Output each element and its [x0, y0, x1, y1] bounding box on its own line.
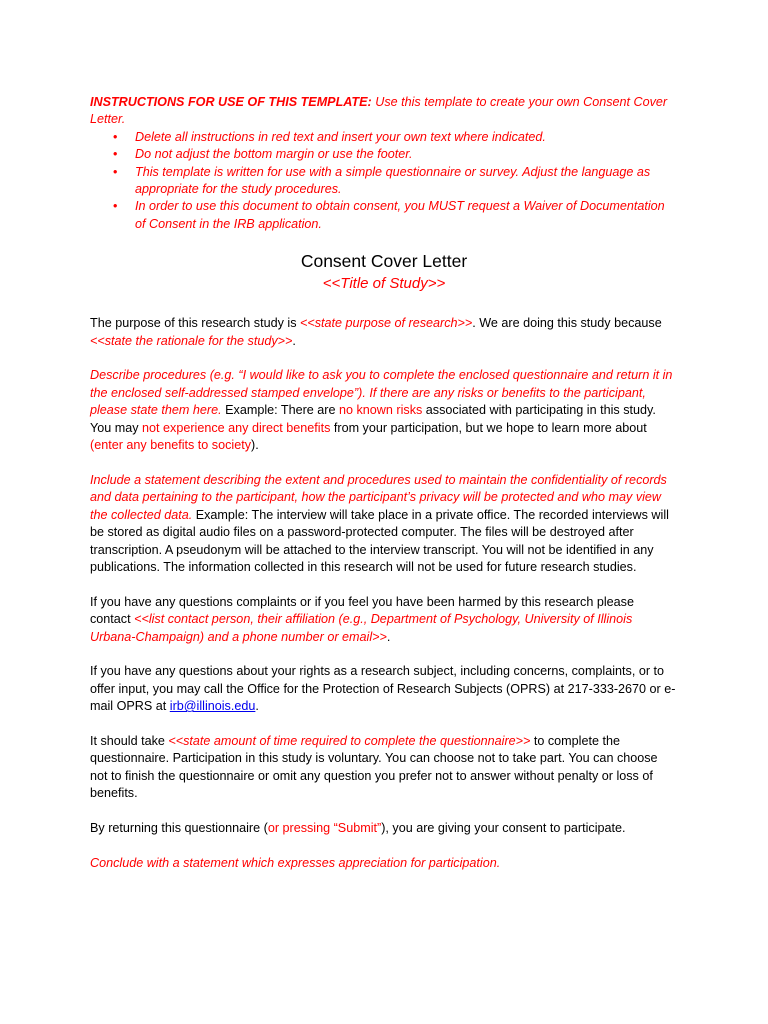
benefits-placeholder: not experience any direct benefits [142, 420, 331, 435]
consent-text: By returning this questionnaire ( [90, 820, 268, 835]
instruction-text: Delete all instructions in red text and insert your own text where indicated. [135, 129, 546, 144]
rationale-placeholder: <<state the rationale for the study>> [90, 333, 293, 348]
instruction-text: Do not adjust the bottom margin or use the footer. [135, 147, 413, 162]
instructions-list [90, 129, 678, 233]
purpose-placeholder: <<state purpose of research>> [300, 316, 473, 331]
procedures-text: from your participation, but we hope to learn more about [330, 420, 647, 435]
contact-paragraph [90, 594, 678, 646]
society-benefits-placeholder: (enter any benefits to society [90, 438, 252, 453]
purpose-text: . [292, 333, 296, 348]
instruction-item [113, 129, 678, 146]
instruction-text: This template is written for use with a simple questionnaire or survey. Adjust the language as appropriate for the study procedures. [135, 164, 651, 197]
procedures-instruction: Describe procedures (e.g. “I would like to ask you to complete the enclosed questionnaire and return it in the enclosed self-addressed stamped envelope”). If there are any risks or benefits to the participant, please state them here. [90, 368, 673, 418]
consent-text: ), you are giving your consent to participate. [381, 820, 626, 835]
time-placeholder: <<state amount of time required to complete the questionnaire>> [168, 733, 531, 748]
time-text: It should take [90, 733, 169, 748]
bullet-icon: • [113, 129, 118, 144]
procedures-paragraph [90, 367, 678, 454]
risks-placeholder: no known risks [339, 403, 423, 418]
submit-placeholder: or pressing “Submit” [267, 820, 382, 835]
purpose-text: . We are doing this study because [472, 316, 662, 331]
instructions-intro-text: Use this template to create your own Consent Cover Letter. [90, 95, 668, 127]
time-paragraph [90, 733, 678, 803]
purpose-text: The purpose of this research study is [90, 316, 300, 331]
conclusion-instruction: Conclude with a statement which expresses appreciation for participation. [90, 855, 501, 870]
irb-email-link[interactable]: irb@illinois.edu [169, 699, 256, 714]
bullet-icon: • [113, 164, 118, 179]
instructions-heading: INSTRUCTIONS FOR USE OF THIS TEMPLATE: [90, 95, 372, 109]
confidentiality-instruction: Include a statement describing the extent and procedures used to maintain the confidentiality of records and data pertaining to the participant, how the participant’s privacy will be protected and who may view the collected data. [90, 472, 667, 522]
contact-text: . [386, 629, 391, 644]
rights-text: If you have any questions about your rights as a research subject, including concerns, complaints, or to offer input, you may call the Office for the Protection of Research Subjects (OPRS) at 217-333-2670 or e-mail OPRS at [90, 664, 676, 714]
rights-text: . [255, 699, 259, 714]
confidentiality-text: Example: The interview will take place in a private office. The recorded interviews will be stored as digital audio files on a password-protected computer. The files will be destroyed after transcription. A pseudonym will be attached to the interview transcript. You will not be identified in any publications. The information collected in this research will not be used for future research studies. [90, 507, 669, 574]
time-text: to complete the questionnaire. Participation in this study is voluntary. You can choose not to take part. You can choose not to finish the questionnaire or omit any question you prefer not to answer without penalty or loss of benefits. [90, 733, 658, 801]
confidentiality-paragraph [90, 472, 678, 576]
procedures-text: associated with participating in this study. You may [90, 403, 656, 435]
instruction-item [113, 146, 678, 163]
title-block [90, 249, 678, 295]
procedures-text: ). [251, 438, 259, 453]
instructions-block [90, 94, 678, 233]
instruction-item [113, 164, 678, 199]
document-title: Consent Cover Letter [300, 251, 468, 272]
contact-placeholder: <<list contact person, their affiliation (e.g., Department of Psychology, University of Illinois Urbana-Champaign) and a phone number or email>> [90, 612, 633, 644]
bullet-icon: • [113, 199, 118, 214]
rights-paragraph [90, 663, 678, 715]
study-title-placeholder: <<Title of Study>> [322, 275, 446, 293]
instruction-item [113, 198, 678, 233]
contact-text: If you have any questions complaints or if you feel you have been harmed by this research please contact [90, 594, 634, 627]
instruction-text: In order to use this document to obtain consent, you MUST request a Waiver of Documentation of Consent in the IRB application. [135, 199, 665, 231]
bullet-icon: • [113, 147, 118, 162]
instructions-intro [90, 94, 678, 129]
purpose-paragraph [90, 315, 678, 350]
consent-paragraph [90, 820, 678, 837]
procedures-text: Example: There are [221, 403, 339, 418]
